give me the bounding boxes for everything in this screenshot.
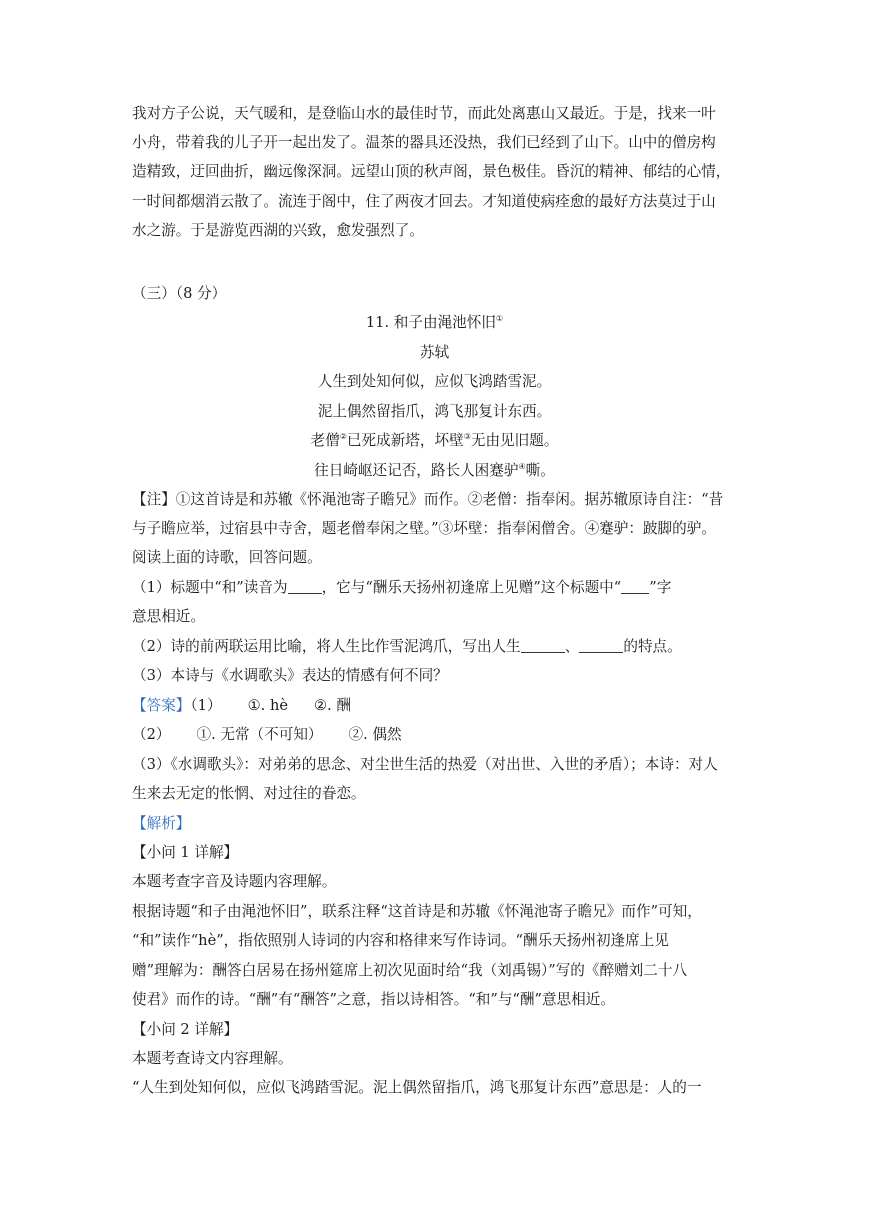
analysis-subquestion-2-title: 【小问 2 详解】 — [132, 1021, 239, 1038]
section-heading: （三）（8 分） — [132, 285, 227, 302]
translation-line-3: 造精致，迂回曲折，幽远像深洞。远望山顶的秋声阁，景色极佳。昏沉的精神、郁结的心情， — [132, 163, 731, 180]
poem-title-note: ① — [495, 314, 504, 323]
analysis-subquestion-1-text-1: 根据诗题“和子由渑池怀旧”，联系注释“这首诗是和苏辙《怀渑池寄子瞻兄》而作”可知， — [132, 903, 702, 920]
poem-line-3-part-a: 老僧 — [310, 432, 340, 449]
analysis-label: 【解析】 — [132, 815, 191, 832]
answer-blank-4 — [579, 638, 623, 653]
notes-line-2: 与子瞻应举，过宿县中寺舍，题老僧奉闲之壁。”③坏壁：指奉闲僧舍。④蹇驴：跛脚的驴。 — [132, 520, 716, 537]
poem-title-text: 和子由渑池怀旧 — [393, 314, 496, 331]
question-2-part-b: 的特点。 — [623, 638, 682, 655]
poem-line-4 — [0, 461, 869, 481]
answer-2-item-2: ②. 偶然 — [348, 726, 402, 743]
footnote-marker-3: ③ — [463, 432, 471, 441]
poem-title — [0, 313, 869, 333]
translation-line-5: 水之游。于是游览西湖的兴致，愈发强烈了。 — [132, 222, 424, 239]
poem-line-3-part-b: 已死成新塔，坏壁 — [346, 432, 464, 449]
answer-label: 【答案】 — [132, 697, 191, 714]
notes-line-1 — [132, 490, 723, 510]
question-2-part-a: （2）诗的前两联运用比喻，将人生比作雪泥鸿爪，写出人生 — [132, 638, 521, 655]
notes-text-1: ①这首诗是和苏辙《怀渑池寄子瞻兄》而作。②老僧：指奉闲。据苏辙原诗自注：“昔 — [175, 491, 724, 508]
poem-line-4-part-a: 往日崎岖还记否，路长人困蹇驴 — [314, 462, 519, 479]
answer-line-2 — [132, 725, 402, 745]
poem-line-3 — [0, 431, 869, 451]
analysis-subquestion-1-intro: 本题考查字音及诗题内容理解。 — [132, 873, 337, 890]
reading-instruction: 阅读上面的诗歌，回答问题。 — [132, 549, 322, 566]
answer-1-number: （1） — [190, 697, 222, 714]
translation-line-1: 我对方子公说，天气暖和，是登临山水的最佳时节，而此处离惠山又最近。于是，找来一叶 — [132, 105, 716, 122]
answer-3-line-2: 生来去无定的怅惘、对过往的眷恋。 — [132, 785, 366, 802]
poem-author: 苏轼 — [419, 344, 450, 361]
analysis-subquestion-1-text-3: 赠”理解为：酬答白居易在扬州筵席上初次见面时给“我（刘禹锡）”写的《醉赠刘二十八 — [132, 962, 688, 979]
analysis-subquestion-1-title: 【小问 1 详解】 — [132, 844, 239, 861]
analysis-subquestion-1-text-4: 使君》而作的诗。“酬”有“酬答”之意，指以诗相答。“和”与“酬”意思相近。 — [132, 991, 615, 1008]
footnote-marker-4: ④ — [518, 462, 526, 471]
question-1-part-b: ，它与“酬乐天扬州初逢席上见赠”这个标题中“ — [321, 579, 622, 596]
answer-line-1 — [132, 696, 351, 716]
poem-line-3-part-c: 无由见旧题。 — [470, 432, 559, 449]
poem-line-1: 人生到处知何似，应似飞鸿踏雪泥。 — [317, 373, 552, 390]
answer-blank-3 — [521, 638, 565, 653]
analysis-subquestion-2-intro: 本题考查诗文内容理解。 — [132, 1050, 293, 1067]
analysis-subquestion-1-text-2: “和”读作“hè”，指依照别人诗词的内容和格律来写作诗词。“酬乐天扬州初逢席上见 — [132, 932, 669, 949]
analysis-subquestion-2-text-1: “人生到处知何似，应似飞鸿踏雪泥。泥上偶然留指爪，鸿飞那复计东西”意思是：人的一 — [132, 1079, 702, 1096]
footnote-marker-2: ② — [339, 432, 347, 441]
answer-2-item-1: ①. 无常（不可知） — [196, 726, 323, 743]
question-3: （3）本诗与《水调歌头》表达的情感有何不同？ — [132, 667, 448, 684]
answer-1-item-2: ②. 酬 — [313, 697, 351, 714]
question-2-separator: 、 — [564, 638, 580, 655]
translation-line-4: 一时间都烟消云散了。流连于阁中，住了两夜才回去。才知道使病痊愈的最好方法莫过于山 — [132, 193, 716, 210]
question-1-part-a: （1）标题中“和”读音为 — [132, 579, 288, 596]
question-1 — [132, 578, 671, 598]
question-1-part-c: ”字 — [649, 579, 672, 596]
poem-line-2: 泥上偶然留指爪，鸿飞那复计东西。 — [317, 403, 552, 420]
answer-2-number: （2） — [132, 726, 171, 743]
answer-1-item-1: ①. hè — [247, 697, 288, 714]
poem-line-4-part-b: 嘶。 — [525, 462, 555, 479]
answer-3-line-1: （3）《水调歌头》：对弟弟的思念、对尘世生活的热爱（对出世、入世的矛盾）；本诗：对人 — [132, 756, 718, 773]
answer-blank-1 — [288, 579, 322, 594]
poem-number: 11. — [365, 314, 390, 331]
question-1-line-2: 意思相近。 — [132, 608, 205, 625]
notes-label: 【注】 — [132, 491, 176, 508]
answer-blank-2 — [621, 579, 649, 594]
translation-line-2: 小舟，带着我的儿子开一起出发了。温茶的器具还没热，我们已经到了山下。山中的僧房构 — [132, 134, 716, 151]
question-2 — [132, 637, 682, 657]
